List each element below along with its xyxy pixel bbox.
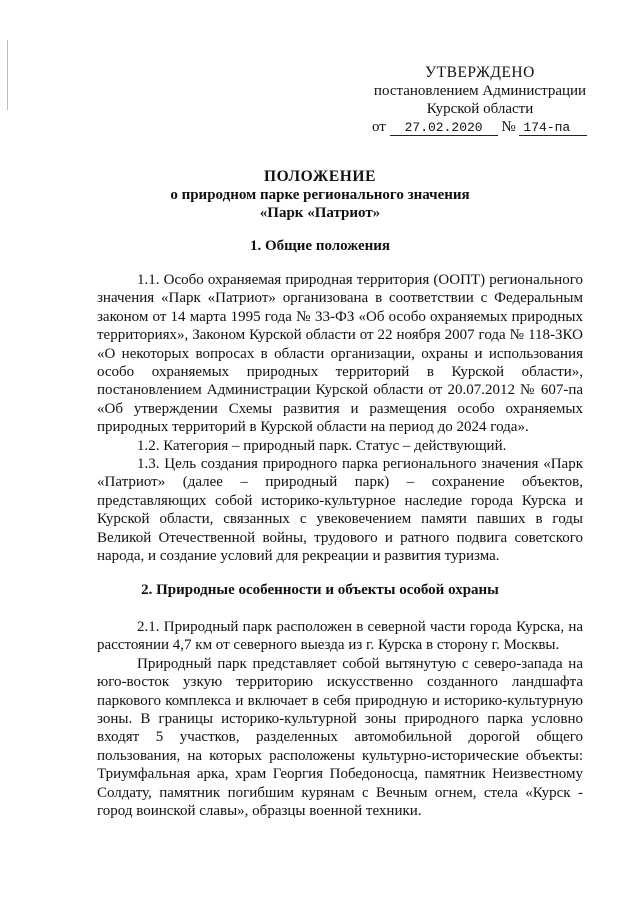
paragraph-1-2: 1.2. Категория – природный парк. Статус – действующий. <box>137 437 507 454</box>
approval-line-2: Курской области <box>426 101 534 117</box>
document-subtitle-1: о природном парке регионального значения <box>170 187 470 203</box>
number-prefix: № <box>501 119 516 135</box>
paragraph-2-2: Природный парк представляет собой вытянутую с северо-запада на юго-восток узкую территорию искусственно созданного ландшафта паркового комплекса и включает в себя природную и историко-культурную зоны. В границы историко-культурной зоны природного парка условно входят 5 участков, разделенных автомобильной дорогой общего пользования, на которых расположены культурно-исторические объекты: Триумфальная арка, храм Георгия Победоносца, памятник Неизвестному Солдату, памятник погибшим курянам с Вечным огнем, стела «Курск - город воинской славы», образцы военной техники. <box>97 655 583 820</box>
approval-number: 174-па <box>519 120 587 136</box>
document-subtitle-2: «Парк «Патриот» <box>259 205 381 221</box>
approval-stamp <box>360 64 600 136</box>
paragraph-2-1: 2.1. Природный парк расположен в северной части города Курска, на расстоянии 4,7 км от северного выезда из г. Курска в сторону г. Москвы. <box>97 619 583 654</box>
date-prefix: от <box>372 119 386 135</box>
approval-dateline <box>360 118 600 136</box>
section-2-body <box>97 618 583 820</box>
margin-line <box>7 40 8 110</box>
approval-title: УТВЕРЖДЕНО <box>425 64 535 81</box>
document-title: ПОЛОЖЕНИЕ <box>263 168 377 185</box>
document-title-block <box>0 168 640 222</box>
paragraph-1-3: 1.3. Цель создания природного парка регионального значения «Парк «Патриот» (далее – природный парк) – сохранение объектов, представляющих собой историко-культурное наследие города Курска и Курской области, связанных с увековечением памяти павших в годы Великой Отечественной войны, трудового и ратного подвига советского народа, и создание условий для рекреации и развития туризма. <box>97 456 583 565</box>
paragraph-1-1: 1.1. Особо охраняемая природная территория (ООПТ) регионального значения «Парк «Патриот» организована в соответствии с Федеральным законом от 14 марта 1995 года № 33-ФЗ «Об особо охраняемых природных территориях», Законом Курской области от 22 ноября 2007 года № 118-ЗКО «О некоторых вопросах в области организации, охраны и использования особо охраняемых природных территорий в Курской области», постановлением Администрации Курской области от 20.07.2012 № 607-па «Об утверждении Схемы развития и размещения особо охраняемых природных территорий в Курской области на период до 2024 года». <box>97 272 583 436</box>
section-1-heading: 1. Общие положения <box>249 238 391 254</box>
approval-date: 27.02.2020 <box>390 120 498 136</box>
section-1-body <box>97 271 583 566</box>
approval-line-1: постановлением Администрации <box>373 83 587 99</box>
section-2-heading: 2. Природные особенности и объекты особой охраны <box>141 582 499 598</box>
